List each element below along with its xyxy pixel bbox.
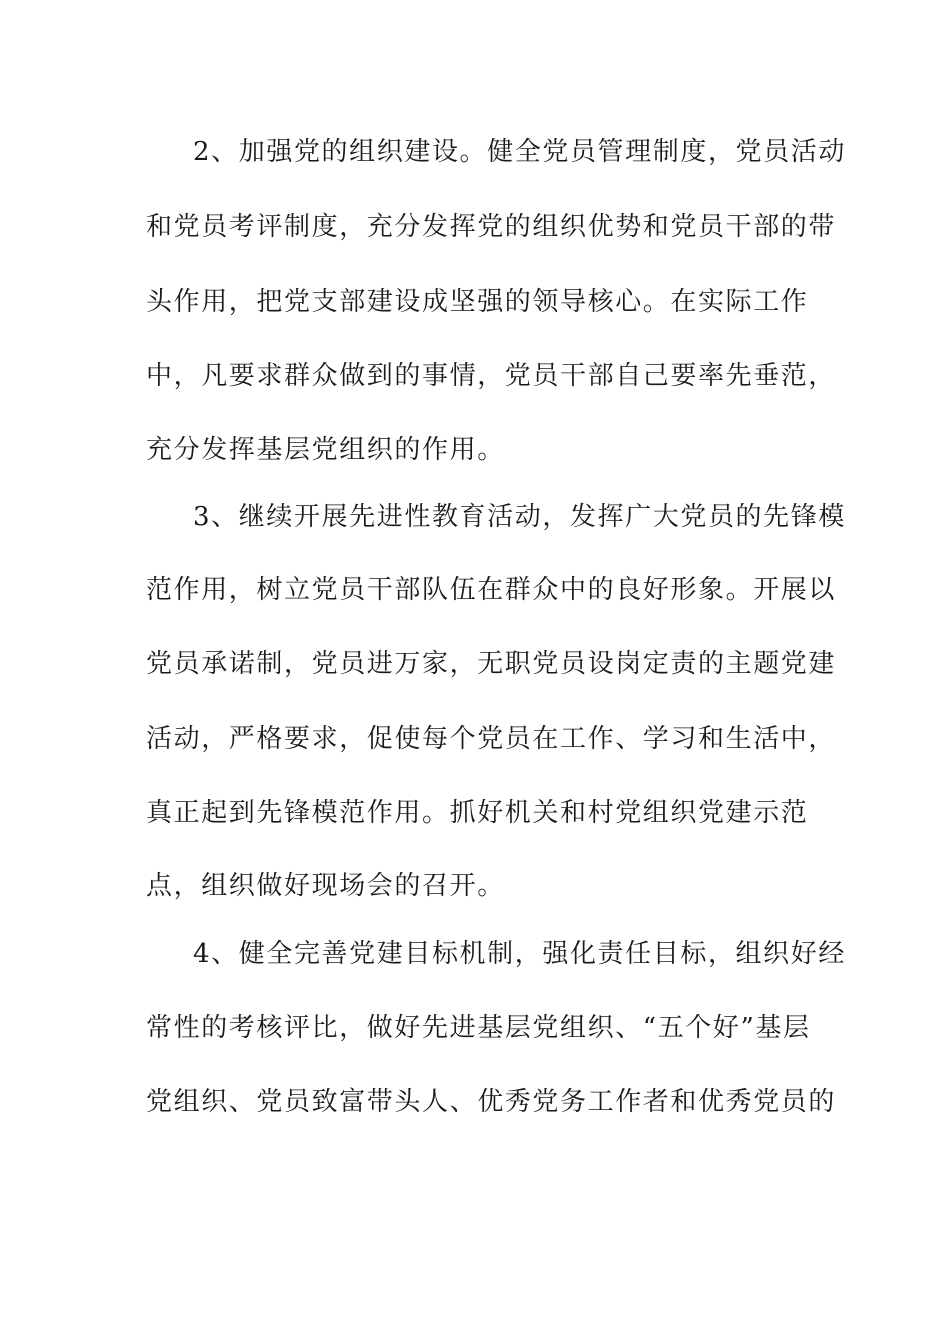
paragraph-2-line-5: 充分发挥基层党组织的作用。 [146, 435, 505, 465]
paragraph-2-line-1: 2、加强党的组织建设。健全党员管理制度，党员活动 [193, 137, 846, 167]
paragraph-4-line-3: 党组织、党员致富带头人、优秀党务工作者和优秀党员的 [146, 1087, 837, 1117]
paragraph-2-line-3: 头作用，把党支部建设成坚强的领导核心。在实际工作 [146, 287, 809, 317]
paragraph-2-line-4: 中，凡要求群众做到的事情，党员干部自己要率先垂范， [146, 361, 837, 391]
paragraph-4-line-2: 常性的考核评比，做好先进基层党组织、“五个好”基层 [146, 1013, 811, 1043]
paragraph-3-line-3: 党员承诺制，党员进万家，无职党员设岗定责的主题党建 [146, 649, 837, 679]
paragraph-3-line-2: 范作用，树立党员干部队伍在群众中的良好形象。开展以 [146, 575, 837, 605]
paragraph-2-line-2: 和党员考评制度，充分发挥党的组织优势和党员干部的带 [146, 212, 837, 242]
paragraph-3-line-5: 真正起到先锋模范作用。抓好机关和村党组织党建示范 [146, 798, 809, 828]
paragraph-3-line-4: 活动，严格要求，促使每个党员在工作、学习和生活中， [146, 724, 837, 754]
paragraph-4-line-1: 4、健全完善党建目标机制，强化责任目标，组织好经 [193, 939, 846, 969]
paragraph-3-line-1: 3、继续开展先进性教育活动，发挥广大党员的先锋模 [193, 502, 846, 532]
paragraph-3-line-6: 点，组织做好现场会的召开。 [146, 871, 505, 901]
